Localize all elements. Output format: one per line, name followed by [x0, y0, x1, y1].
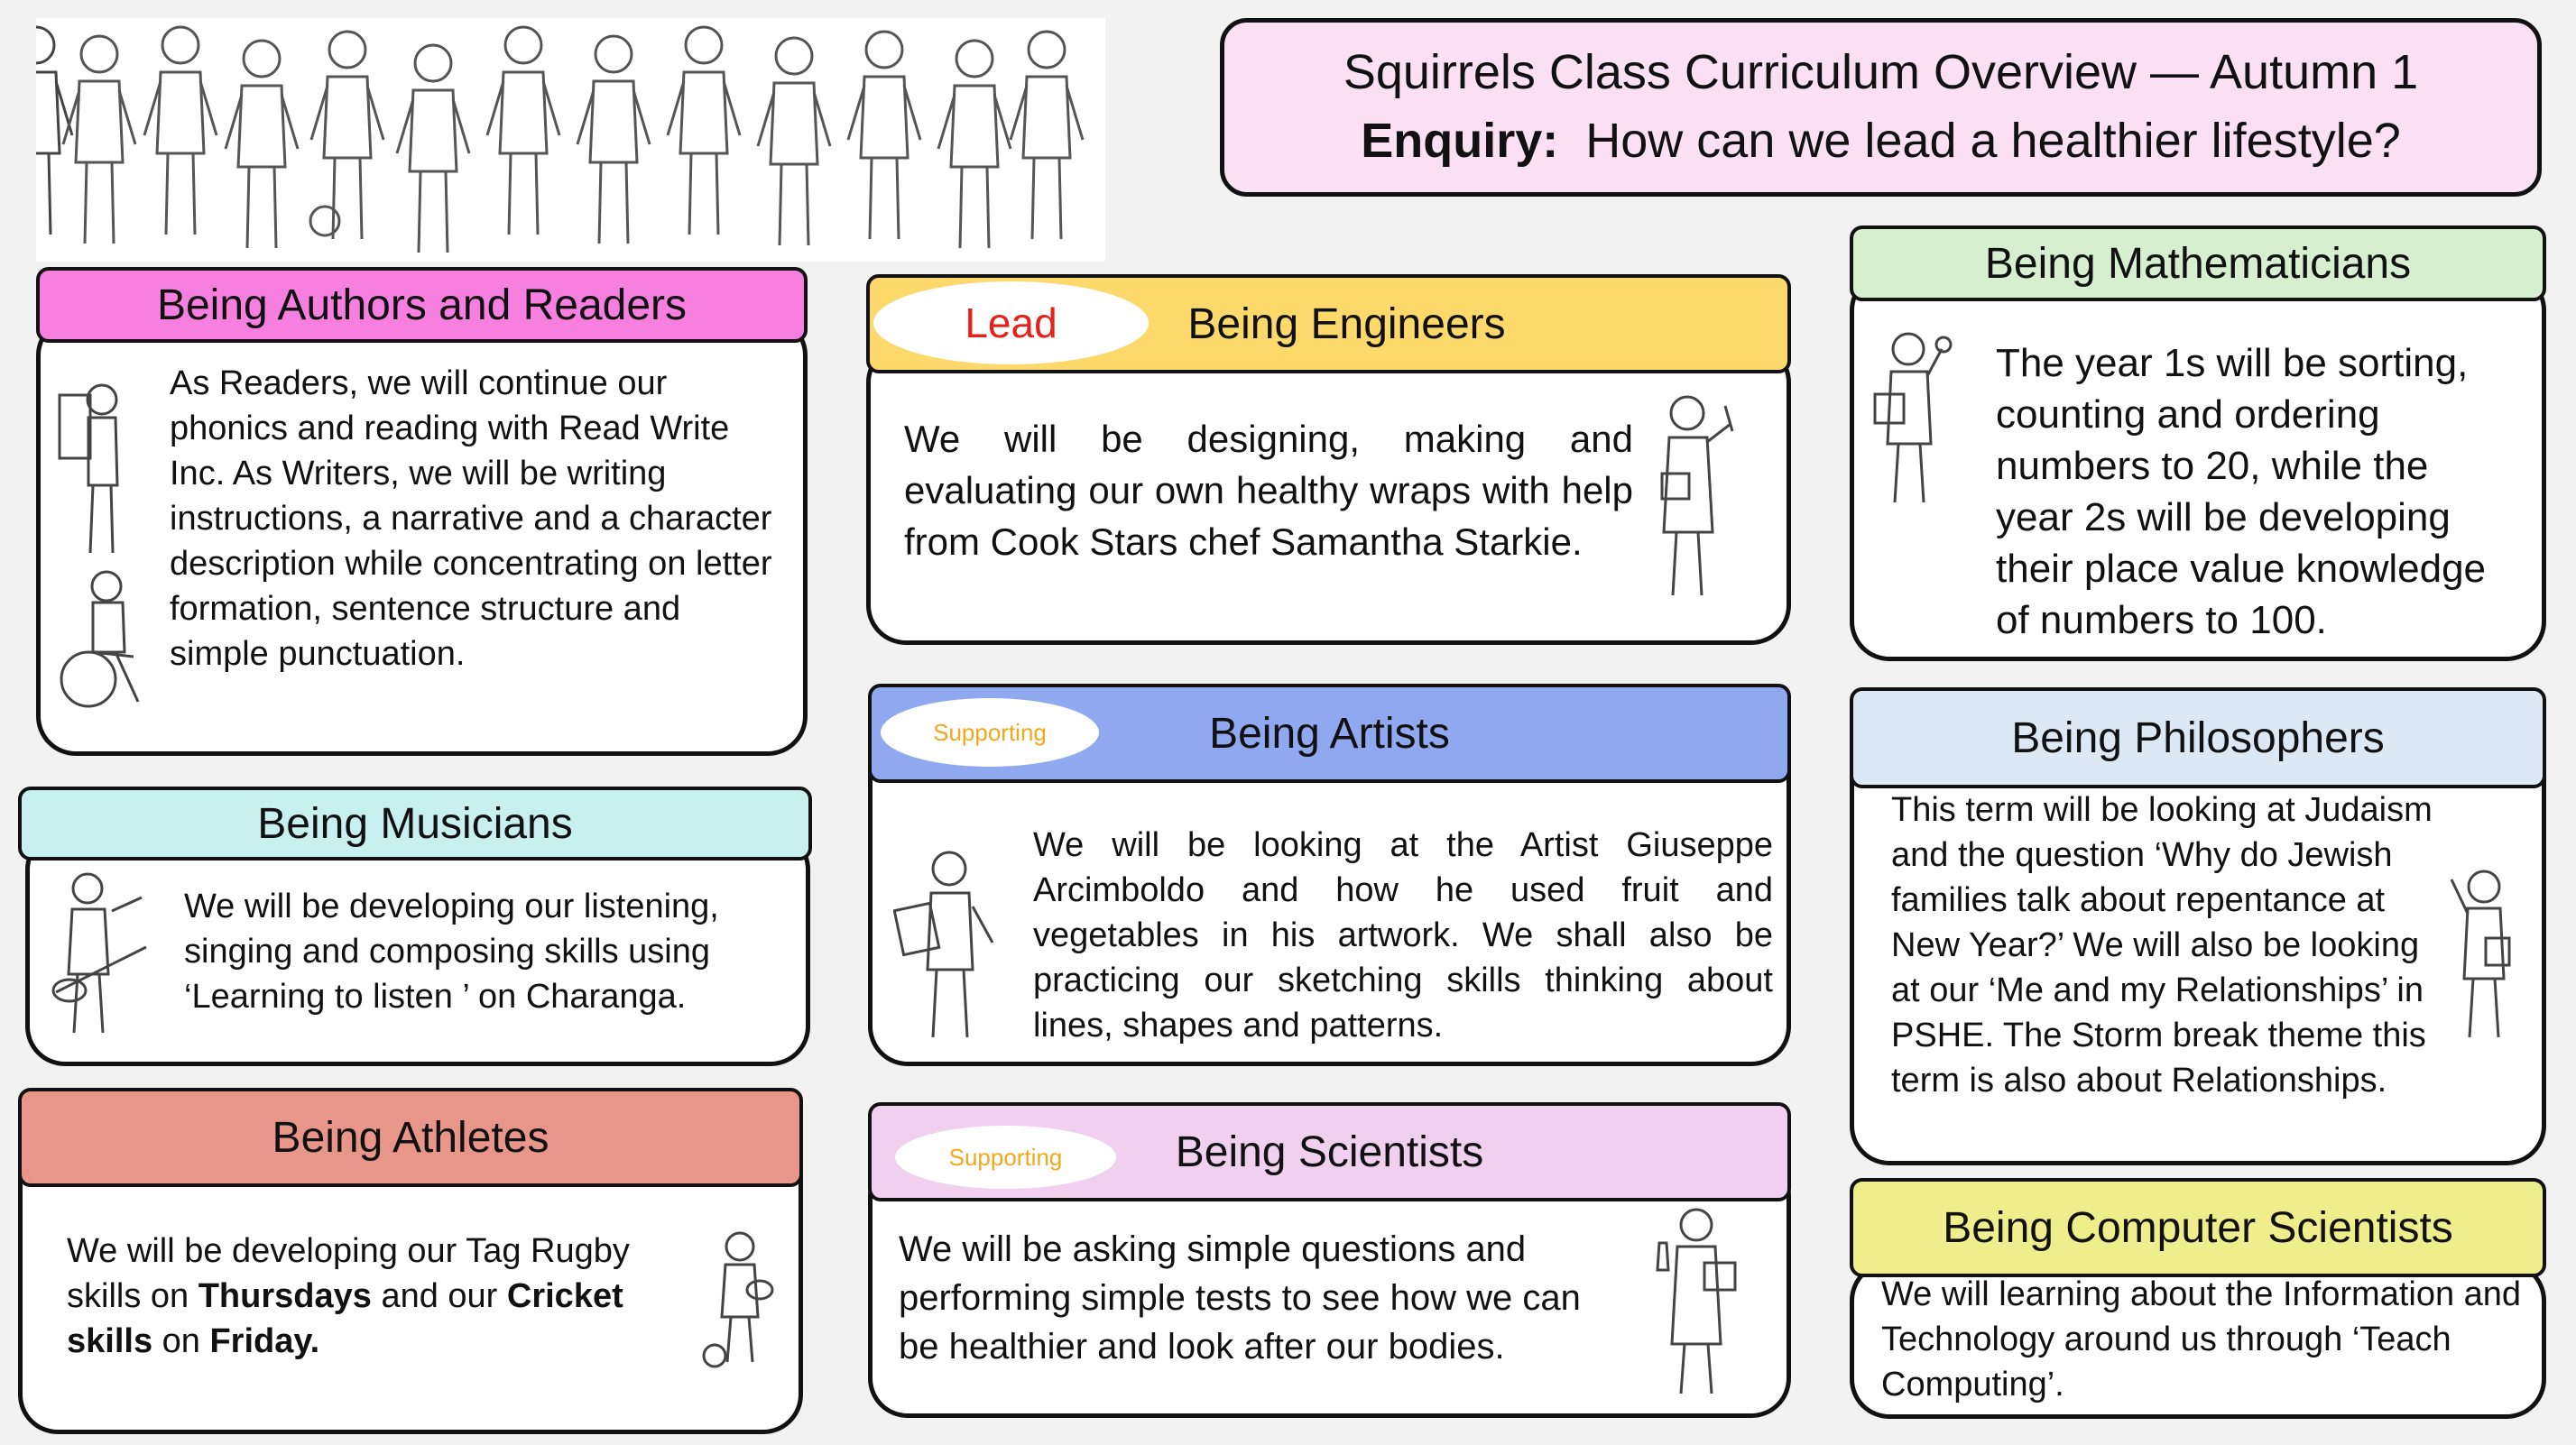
athletes-title: Being Athletes: [272, 1113, 549, 1162]
authors-title: Being Authors and Readers: [156, 281, 688, 329]
athletes-bold-friday: Friday.: [209, 1322, 320, 1360]
computer-header: [1850, 1178, 2546, 1277]
lead-badge-label: Lead: [965, 299, 1057, 346]
authors-header: [36, 267, 808, 343]
athletes-text-2: and our: [371, 1277, 507, 1315]
enquiry-label: Enquiry:: [1361, 114, 1559, 168]
artists-supporting-badge: [881, 698, 1099, 767]
scientists-text: We will be asking simple questions and performing simple tests to see how we can be healthier and look after our bodies.: [899, 1229, 1581, 1367]
title-box: [1220, 18, 2542, 197]
philosophers-text: This term will be looking at Judaism and the question ‘Why do Jewish families talk about repentance at New Year?’ We will also be looking at our ‘Me and my Relationships’ in PSHE. The Storm break theme this term is also about Relationships.: [1891, 791, 2433, 1100]
mathematicians-title: Being Mathematicians: [1984, 239, 2412, 288]
enquiry-line: [1224, 113, 2537, 169]
computer-title: Being Computer Scientists: [1943, 1203, 2453, 1252]
musician-child-icon: [38, 866, 155, 1037]
scientists-title: Being Scientists: [1175, 1127, 1484, 1176]
lead-badge: [873, 281, 1149, 364]
musicians-title: Being Musicians: [257, 799, 573, 848]
musicians-text: We will be developing our listening, singing and composing skills using ‘Learning to listen ’ on Charanga.: [184, 888, 719, 1016]
wheelchair-child-icon: [52, 566, 152, 711]
artists-text: We will be looking at the Artist Giuseppe Arcimboldo and how he used fruit and vegetables in his artwork. We shall also be practicing our sketching skills thinking about lines, shapes and patterns.: [1033, 826, 1773, 1045]
athletes-text-1: We will be developing our Tag Rugby skills on: [67, 1232, 630, 1315]
children-banner: [36, 18, 1105, 262]
athletes-text: [67, 1229, 662, 1364]
philosopher-child-icon: [2441, 861, 2522, 1042]
artists-badge-label: Supporting: [933, 718, 1047, 746]
page-title: Squirrels Class Curriculum Overview — Autumn 1: [1343, 45, 2419, 99]
scientists-supporting-badge: [895, 1126, 1116, 1189]
engineers-title: Being Engineers: [1187, 299, 1506, 348]
math-child-icon: [1868, 327, 1958, 507]
authors-text: As Readers, we will continue our phonics and reading with Read Write Inc. As Writers, we will be writing instructions, a narrative and a character description while concentrating on letter formation, sentence structure and simple punctuation.: [170, 364, 772, 673]
reader-child-icon: [52, 377, 134, 557]
athletes-bold-cricket: Cricket skills: [67, 1277, 623, 1360]
artist-child-icon: [893, 843, 1011, 1042]
artists-title: Being Artists: [1209, 709, 1450, 758]
musicians-header: [18, 787, 812, 861]
athlete-child-icon: [695, 1227, 780, 1371]
athletes-text-3: on: [152, 1322, 210, 1360]
mathematicians-text: The year 1s will be sorting, counting and ordering numbers to 20, while the year 2s will be developing their place value knowledge of numbers to 100.: [1996, 341, 2487, 642]
engineer-child-icon: [1642, 388, 1741, 604]
scientists-badge-label: Supporting: [948, 1143, 1063, 1171]
philosophers-title: Being Philosophers: [2011, 713, 2385, 762]
enquiry-question: How can we lead a healthier lifestyle?: [1585, 114, 2401, 168]
philosophers-header: [1850, 687, 2546, 788]
athletes-bold-thursdays: Thursdays: [198, 1277, 372, 1315]
mathematicians-header: [1850, 225, 2546, 301]
scientist-child-icon: [1647, 1200, 1746, 1398]
athletes-header: [18, 1088, 803, 1187]
computer-text: We will learning about the Information and Technology around us through ‘Teach Computing’.: [1881, 1275, 2522, 1404]
engineers-text: We will be designing, making and evaluating our own healthy wraps with help from Cook Stars chef Samantha Starkie.: [904, 418, 1633, 563]
